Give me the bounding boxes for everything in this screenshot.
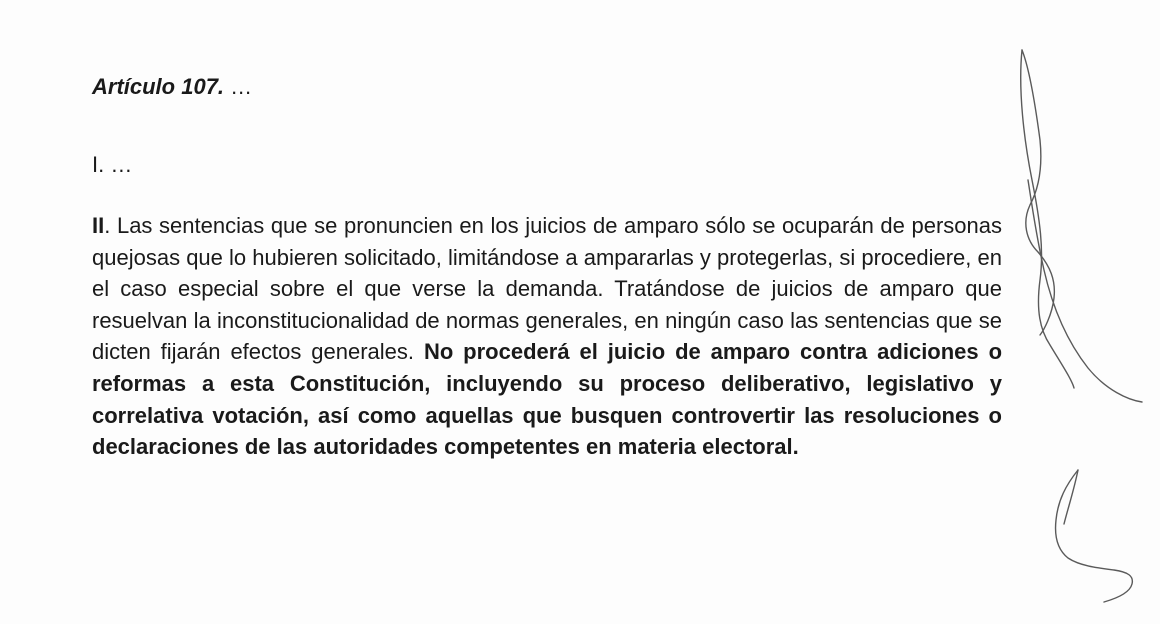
handwritten-signature [1010, 30, 1160, 620]
fraction-two-numeral: II [92, 213, 105, 238]
fraction-two [92, 210, 1002, 463]
signature-stroke-lower-hook [1064, 470, 1078, 524]
article-title: Artículo 107. [92, 74, 225, 99]
fraction-two-body: Las sentencias que se pronuncien en los juicios de amparo sólo se ocuparán de personas quejosas que lo hubieren solicitado, limitándose a ampararlas y protegerlas, si procediere, en el caso especial sobre el que verse la demanda. Tratándose de juicios de amparo que resuelvan la inconstitucionalidad de normas generales, en ningún caso las sentencias que se dicten fijarán efectos generales. [92, 213, 1002, 365]
signature-stroke-upper-tail [1028, 180, 1142, 402]
article-heading-ellipsis: … [224, 74, 253, 99]
fraction-one: I. … [92, 152, 133, 177]
fraction-two-separator: . [104, 213, 117, 238]
signature-stroke-lower [1056, 470, 1133, 602]
fraction-two-reform-text: No procederá el juicio de amparo contra adiciones o reformas a esta Constitución, incluyendo su proceso deliberativo, legislativo y correlativa votación, así como aquellas que busquen controvertir las resoluciones o declaraciones de las autoridades competentes en materia electoral. [92, 339, 1003, 460]
article-heading [92, 72, 252, 102]
signature-stroke-upper [1021, 50, 1074, 388]
